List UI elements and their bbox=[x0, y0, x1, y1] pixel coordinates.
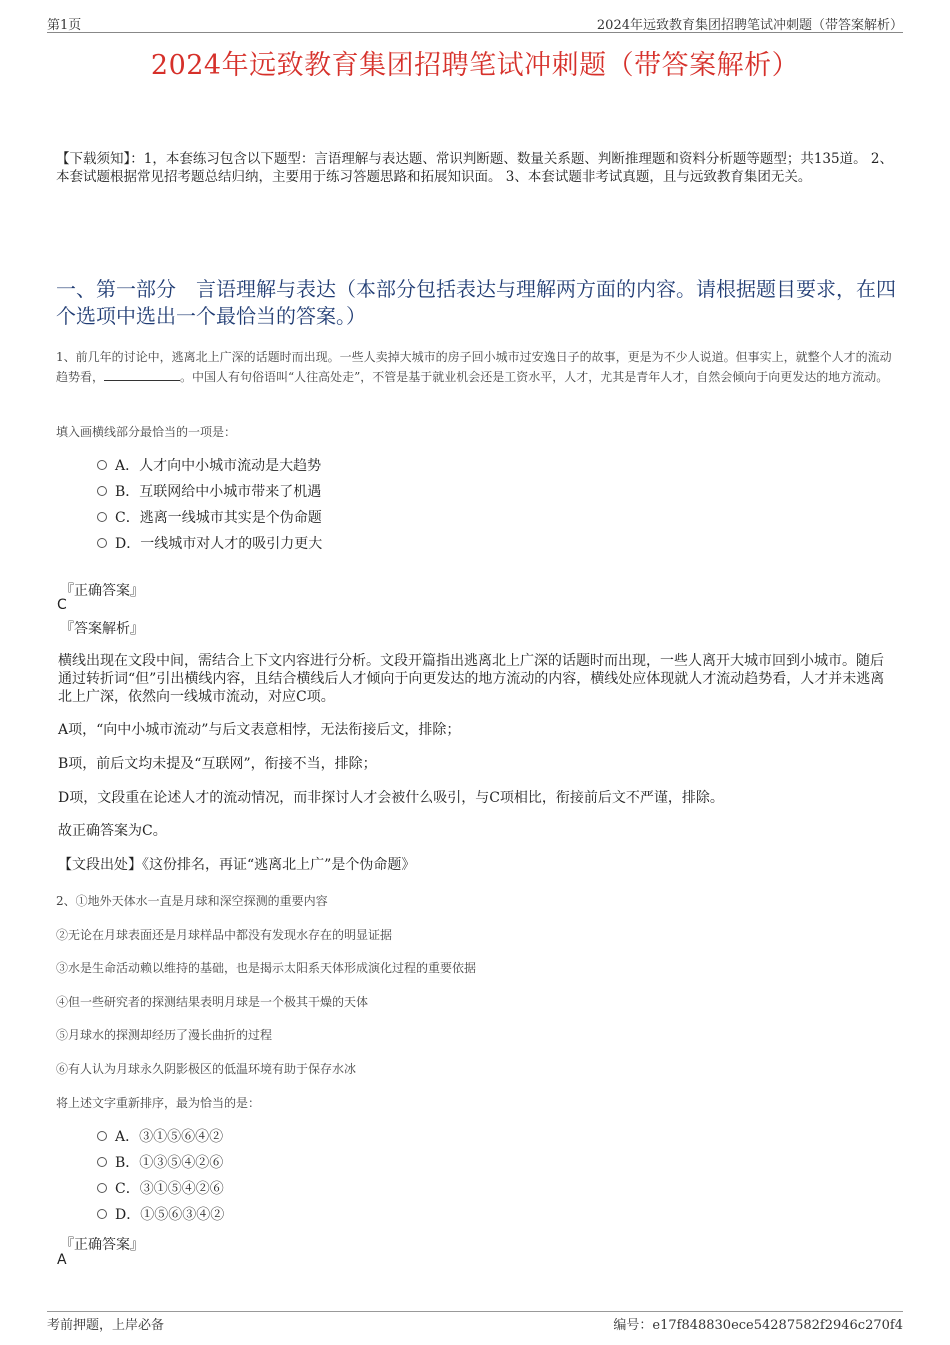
question-1-option-b[interactable] bbox=[97, 481, 321, 503]
passage-source: 【文段出处】《这份排名，再证“逃离北上广”是个伪命题》 bbox=[58, 857, 416, 873]
question-1-stem bbox=[56, 347, 896, 387]
question-1-option-a[interactable] bbox=[97, 455, 321, 477]
analysis-item-b: B项，前后文均未提及“互联网”，衔接不当，排除； bbox=[58, 756, 377, 772]
option-label: D．一线城市对人才的吸引力更大 bbox=[115, 536, 323, 552]
question-2-line-6: ⑥有人认为月球永久阴影极区的低温环境有助于保存水冰 bbox=[56, 1062, 357, 1076]
question-2-answer: A bbox=[57, 1252, 67, 1268]
question-2-answer-label: 『正确答案』 bbox=[60, 1237, 144, 1253]
radio-icon[interactable] bbox=[97, 512, 107, 522]
question-2-option-b[interactable] bbox=[97, 1152, 223, 1174]
question-2-prompt: 将上述文字重新排序，最为恰当的是： bbox=[56, 1096, 261, 1110]
question-2-line-4: ④但一些研究者的探测结果表明月球是一个极其干燥的天体 bbox=[56, 995, 369, 1009]
question-2-line-2: ②无论在月球表面还是月球样品中都没有发现水存在的明显证据 bbox=[56, 928, 393, 942]
option-label: A．③①⑤⑥④② bbox=[115, 1129, 224, 1145]
page-number: 第1页 bbox=[47, 18, 82, 33]
question-1-option-c[interactable] bbox=[97, 507, 322, 529]
option-label: C．③①⑤④②⑥ bbox=[115, 1181, 224, 1197]
question-1-analysis-label: 『答案解析』 bbox=[60, 621, 144, 637]
question-2-line-5: ⑤月球水的探测却经历了漫长曲折的过程 bbox=[56, 1028, 273, 1042]
radio-icon[interactable] bbox=[97, 486, 107, 496]
question-1-answer: C bbox=[57, 597, 67, 613]
option-label: D．①⑤⑥③④② bbox=[115, 1207, 225, 1223]
download-notice: 【下载须知】：1，本套练习包含以下题型：言语理解与表达题、常识判断题、数量关系题、判断推理题和资料分析题等题型；共135道。 2、本套试题根据常见招考题总结归纳，主要用于练习答题思路和拓展知识面。 3、本套试题非考试真题，且与远致教育集团无关。 bbox=[56, 151, 893, 185]
question-2-option-c[interactable] bbox=[97, 1178, 224, 1200]
option-label: B．互联网给中小城市带来了机遇 bbox=[115, 484, 322, 500]
option-label: C．逃离一线城市其实是个伪命题 bbox=[115, 510, 322, 526]
question-1-stem-part1: 1、前几年的讨论中，逃离北上广深的话题时而出现。一些人卖掉大城市的房子回小城市过安逸日子的故事，更是为不少人说道。但事实上，就整个人才的流动趋势看， bbox=[56, 350, 892, 384]
radio-icon[interactable] bbox=[97, 1183, 107, 1193]
page-footer bbox=[47, 1311, 903, 1334]
radio-icon[interactable] bbox=[97, 1157, 107, 1167]
question-1-answer-label: 『正确答案』 bbox=[60, 583, 144, 599]
question-1-stem-part2: 。中国人有句俗语叫“人往高处走”，不管是基于就业机会还是工资水平，人才，尤其是青年人才，自然会倾向于向更发达的地方流动。 bbox=[180, 370, 889, 384]
radio-icon[interactable] bbox=[97, 1131, 107, 1141]
footer-document-id: 编号：e17f848830ece54287582f2946c270f4 bbox=[613, 1318, 903, 1333]
question-2-option-a[interactable] bbox=[97, 1126, 223, 1148]
page-header bbox=[47, 12, 903, 33]
question-1-prompt: 填入画横线部分最恰当的一项是： bbox=[56, 425, 237, 439]
question-2-option-d[interactable] bbox=[97, 1204, 224, 1226]
analysis-conclusion: 故正确答案为C。 bbox=[58, 823, 167, 839]
question-1-option-d[interactable] bbox=[97, 533, 322, 555]
document-title: 2024年远致教育集团招聘笔试冲刺题（带答案解析） bbox=[150, 50, 800, 81]
question-2-line-1: 2、①地外天体水一直是月球和深空探测的重要内容 bbox=[56, 894, 328, 908]
fill-blank-line bbox=[104, 368, 180, 381]
section-heading: 一、第一部分 言语理解与表达（本部分包括表达与理解两方面的内容。请根据题目要求，在四个选项中选出一个最恰当的答案。） bbox=[56, 277, 896, 328]
analysis-item-d: D项，文段重在论述人才的流动情况，而非探讨人才会被什么吸引，与C项相比，衔接前后文不严谨，排除。 bbox=[58, 790, 724, 806]
footer-slogan: 考前押题，上岸必备 bbox=[47, 1318, 165, 1333]
analysis-item-a: A项，“向中小城市流动”与后文表意相悖，无法衔接后文，排除； bbox=[58, 722, 461, 738]
option-label: A．人才向中小城市流动是大趋势 bbox=[115, 458, 322, 474]
option-label: B．①③⑤④②⑥ bbox=[115, 1155, 224, 1171]
radio-icon[interactable] bbox=[97, 538, 107, 548]
question-1-analysis: 横线出现在文段中间，需结合上下文内容进行分析。文段开篇指出逃离北上广深的话题时而出现，一些人离开大城市回到小城市。随后通过转折词“但”引出横线内容，且结合横线后人才倾向于向更发达的地方流动的内容，横线处应体现就人才流动趋势看，人才并未逃离北上广深，依然向一线城市流动，对应C项。 bbox=[58, 653, 885, 705]
header-doc-title: 2024年远致教育集团招聘笔试冲刺题（带答案解析） bbox=[596, 18, 903, 33]
radio-icon[interactable] bbox=[97, 1209, 107, 1219]
radio-icon[interactable] bbox=[97, 460, 107, 470]
question-2-line-3: ③水是生命活动赖以维持的基础，也是揭示太阳系天体形成演化过程的重要依据 bbox=[56, 961, 477, 975]
